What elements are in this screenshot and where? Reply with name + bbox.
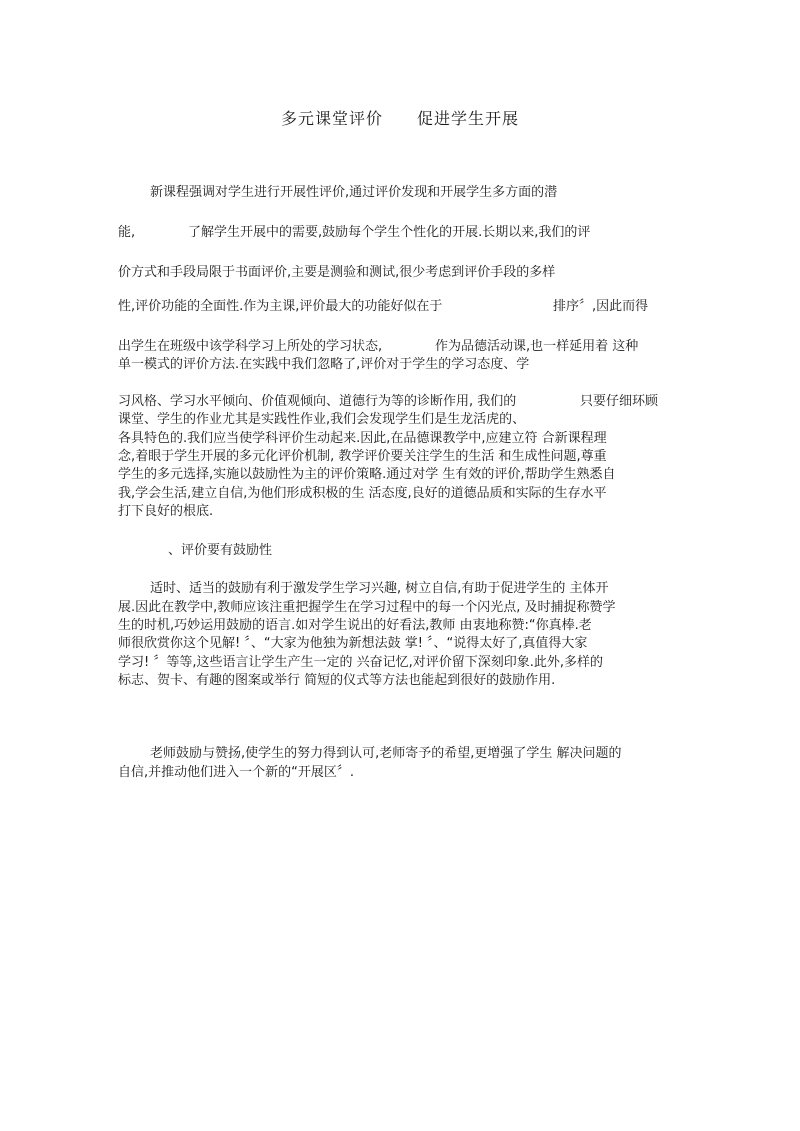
title-right: 促进学生开展 xyxy=(417,109,520,128)
paragraph-1-line-4b: 排序〞,因此而得 xyxy=(553,299,649,314)
document-title xyxy=(0,108,800,130)
paragraph-1-line-10: 念,着眼于学生开展的多元化评价机制, 教学评价要关注学生的生活 和生成性问题,尊重 xyxy=(118,449,607,464)
paragraph-1-line-11: 学生的多元选择,实施以鼓励性为主的评价策略.通过对学 生有效的评价,帮助学生熟悉自 xyxy=(118,467,616,482)
paragraph-1-line-3: 价方式和手段局限于书面评价,主要是测验和测试,很少考虑到评价手段的多样 xyxy=(118,265,556,280)
paragraph-2-line-1: 适时、适当的鼓励有利于激发学生学习兴趣, 树立自信,有助于促进学生的 主体开 xyxy=(150,581,609,596)
paragraph-1-line-7a: 习风格、学习水平倾向、价值观倾向、道德行为等的诊断作用, 我们的 xyxy=(118,394,517,409)
paragraph-1-line-8: 课堂、学生的作业尤其是实践性作业,我们会发现学生们是生龙活虎的、 xyxy=(118,412,526,427)
paragraph-2-line-4: 师很欣赏你这个见解! 〞、“大家为他独为新想法鼓 掌! 〞、“说得太好了,真值得大家 xyxy=(118,636,588,651)
title-left: 多元课堂评价 xyxy=(280,109,383,128)
paragraph-1-line-1: 新课程强调对学生进行开展性评价,通过评价发现和开展学生多方面的潜 xyxy=(150,185,558,200)
paragraph-1-line-2a: 能, xyxy=(118,225,136,240)
paragraph-1-line-6: 单一模式的评价方法.在实践中我们忽略了,评价对于学生的学习态度、学 xyxy=(118,357,530,372)
paragraph-2-line-6: 标志、贺卡、有趣的图案或举行 简短的仪式等方法也能起到很好的鼓励作用. xyxy=(118,673,556,688)
paragraph-3-line-1: 老师鼓励与赞扬,使学生的努力得到认可,老师寄予的希望,更增强了学生 解决问题的 xyxy=(150,746,622,761)
paragraph-1-line-4a: 性,评价功能的全面性.作为主课,评价最大的功能好似在于 xyxy=(118,299,443,314)
paragraph-1-line-7b: 只要仔细环顾 xyxy=(580,394,659,409)
paragraph-1-line-5b: 作为品德活动课,也一样延用着 这种 xyxy=(435,339,639,354)
paragraph-1-line-12: 我,学会生活,建立自信,为他们形成积极的生 活态度,良好的道德品质和实际的生存水平 xyxy=(118,486,607,501)
paragraph-2-line-3: 生的时机,巧妙运用鼓励的语言.如对学生说出的好看法,教师 由衷地称赞:“你真棒.老 xyxy=(118,618,592,633)
paragraph-2-line-5: 学习! 〞等等,这些语言让学生产生一定的 兴奋记忆,对评价留下深刻印象.此外,多样的 xyxy=(118,655,604,670)
paragraph-1-line-5a: 出学生在班级中该学科学习上所处的学习状态, xyxy=(118,339,383,354)
paragraph-1-line-9: 各具特色的.我们应当使学科评价生动起来.因此,在品德课教学中,应建立符 合新课程理 xyxy=(118,431,607,446)
paragraph-1-line-13: 打下良好的根底. xyxy=(118,504,214,519)
paragraph-2-line-2: 展.因此在教学中,教师应该注重把握学生在学习过程中的每一个闪光点, 及时捕捉称赞学 xyxy=(118,600,616,615)
paragraph-3-line-2: 自信,并推动他们进入一个新的“开展区〞. xyxy=(118,765,354,780)
section-heading: 、评价要有鼓励性 xyxy=(168,543,273,558)
paragraph-1-line-2b: 了解学生开展中的需要,鼓励每个学生个性化的开展.长期以来,我们的评 xyxy=(188,225,591,240)
